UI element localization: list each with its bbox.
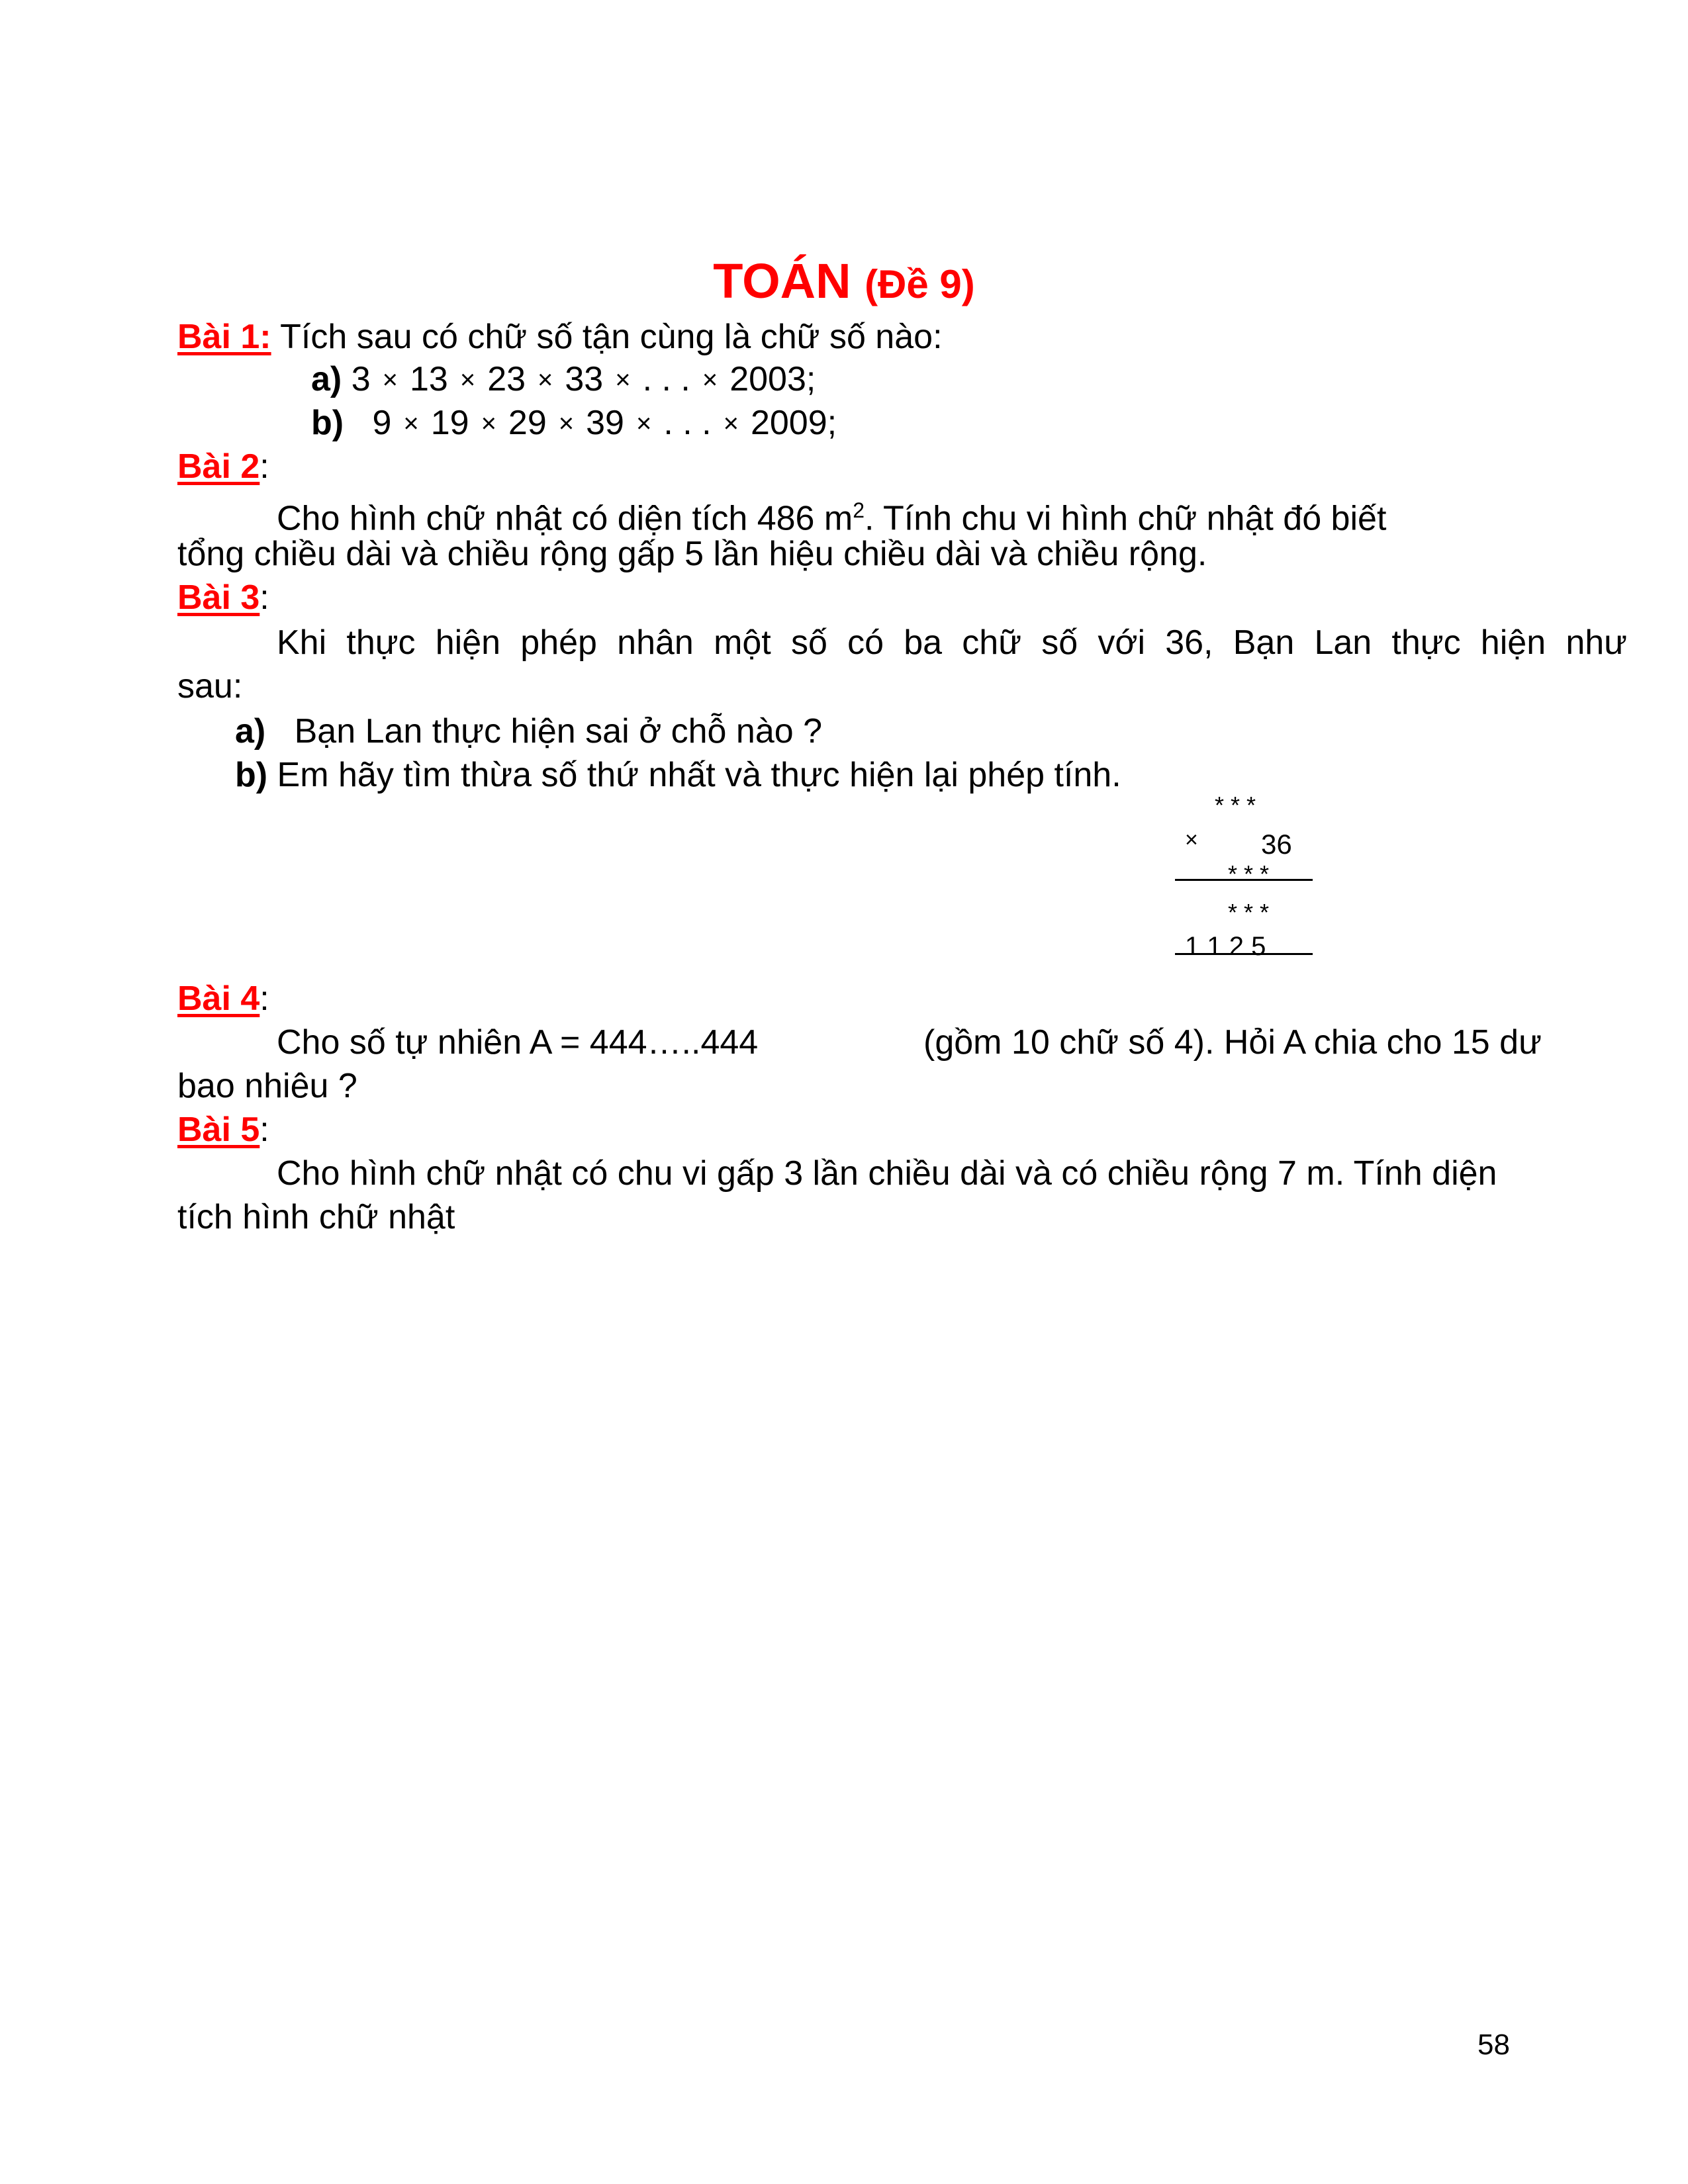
bai4-heading — [177, 977, 269, 1021]
calc-row3: * * * — [1228, 860, 1270, 887]
term: 33 — [565, 360, 604, 398]
bai3-line2: sau: — [177, 667, 243, 705]
bai2-line2: tổng chiều dài và chiều rộng gấp 5 lần hiệu chiều dài và chiều rộng. — [177, 535, 1207, 573]
bai4-label: Bài 4 — [177, 979, 260, 1018]
bai3-a-text: Bạn Lan thực hiện sai ở chỗ nào ? — [294, 712, 823, 751]
bai5-line2: tích hình chữ nhật — [177, 1198, 455, 1236]
bai1-label: Bài 1: — [177, 318, 271, 356]
term: 2003; — [729, 360, 816, 398]
bai3-b-label: b) — [235, 756, 268, 794]
times-icon: × — [615, 365, 631, 394]
page-title — [0, 253, 1688, 309]
colon: : — [259, 578, 269, 617]
term: 3 — [351, 360, 371, 398]
title-sub: (Đề 9) — [865, 262, 975, 306]
bai3-part-a — [235, 709, 822, 753]
bai2-line1-pre: Cho hình chữ nhật có diện tích 486 m — [277, 499, 853, 538]
calc-row1: * * * — [1215, 792, 1256, 819]
colon: : — [259, 447, 269, 486]
bai1-heading — [177, 315, 943, 359]
term: 19 — [430, 404, 469, 442]
colon: : — [259, 1111, 269, 1149]
term: 2009; — [750, 404, 837, 442]
title-main: TOÁN — [713, 253, 851, 308]
times-icon: × — [481, 409, 496, 438]
term: 29 — [508, 404, 547, 442]
calc-row4: * * * — [1228, 899, 1270, 926]
times-icon: × — [403, 409, 419, 438]
colon: : — [259, 979, 269, 1018]
bai1-b-label: b) — [311, 404, 344, 442]
calc-result: 1 1 2 5 — [1185, 932, 1266, 961]
bai2-heading — [177, 445, 269, 488]
superscript: 2 — [853, 498, 865, 522]
times-icon: × — [382, 365, 398, 394]
bai3-heading — [177, 576, 269, 619]
bai4-line2: bao nhiêu ? — [177, 1067, 357, 1105]
bai4-line1-a: Cho số tự nhiên A = 444…..444 — [277, 1023, 759, 1062]
bai1-part-a — [311, 357, 816, 404]
times-icon: × — [702, 365, 718, 394]
bai1-text: Tích sau có chữ số tận cùng là chữ số nào: — [280, 318, 943, 356]
bai5-line1: Cho hình chữ nhật có chu vi gấp 3 lần chiều dài và có chiều rộng 7 m. Tính diện — [277, 1154, 1497, 1193]
bai3-b-text: Em hãy tìm thừa số thứ nhất và thực hiện lại phép tính. — [277, 756, 1121, 794]
bai3-label: Bài 3 — [177, 578, 260, 617]
bai1-a-label: a) — [311, 360, 342, 398]
bai4-line1-b: (gồm 10 chữ số 4). Hỏi A chia cho 15 dư — [923, 1023, 1542, 1062]
calc-divider — [1175, 953, 1313, 955]
bai3-part-b — [235, 753, 1121, 797]
bai5-heading — [177, 1108, 269, 1152]
term: 23 — [487, 360, 526, 398]
times-icon: × — [723, 409, 739, 438]
term: 39 — [586, 404, 624, 442]
times-icon: × — [1185, 827, 1198, 852]
page-number: 58 — [1477, 2028, 1510, 2061]
bai2-line1-post: . Tính chu vi hình chữ nhật đó biết — [865, 499, 1387, 538]
bai5-label: Bài 5 — [177, 1111, 260, 1149]
times-icon: × — [558, 409, 575, 438]
ellipsis: . . . — [663, 404, 712, 442]
calc-divider — [1175, 879, 1313, 881]
calc-row2: 36 — [1261, 829, 1292, 860]
bai3-a-label: a) — [235, 712, 266, 751]
ellipsis: . . . — [642, 360, 690, 398]
times-icon: × — [538, 365, 553, 394]
term: 13 — [409, 360, 448, 398]
bai3-line1: Khi thực hiện phép nhân một số có ba chữ số với 36, Bạn Lan thực hiện như — [277, 623, 1627, 662]
times-icon: × — [459, 365, 476, 394]
bai2-label: Bài 2 — [177, 447, 260, 486]
term: 9 — [372, 404, 392, 442]
bai1-part-b — [311, 401, 837, 447]
times-icon: × — [635, 409, 652, 438]
